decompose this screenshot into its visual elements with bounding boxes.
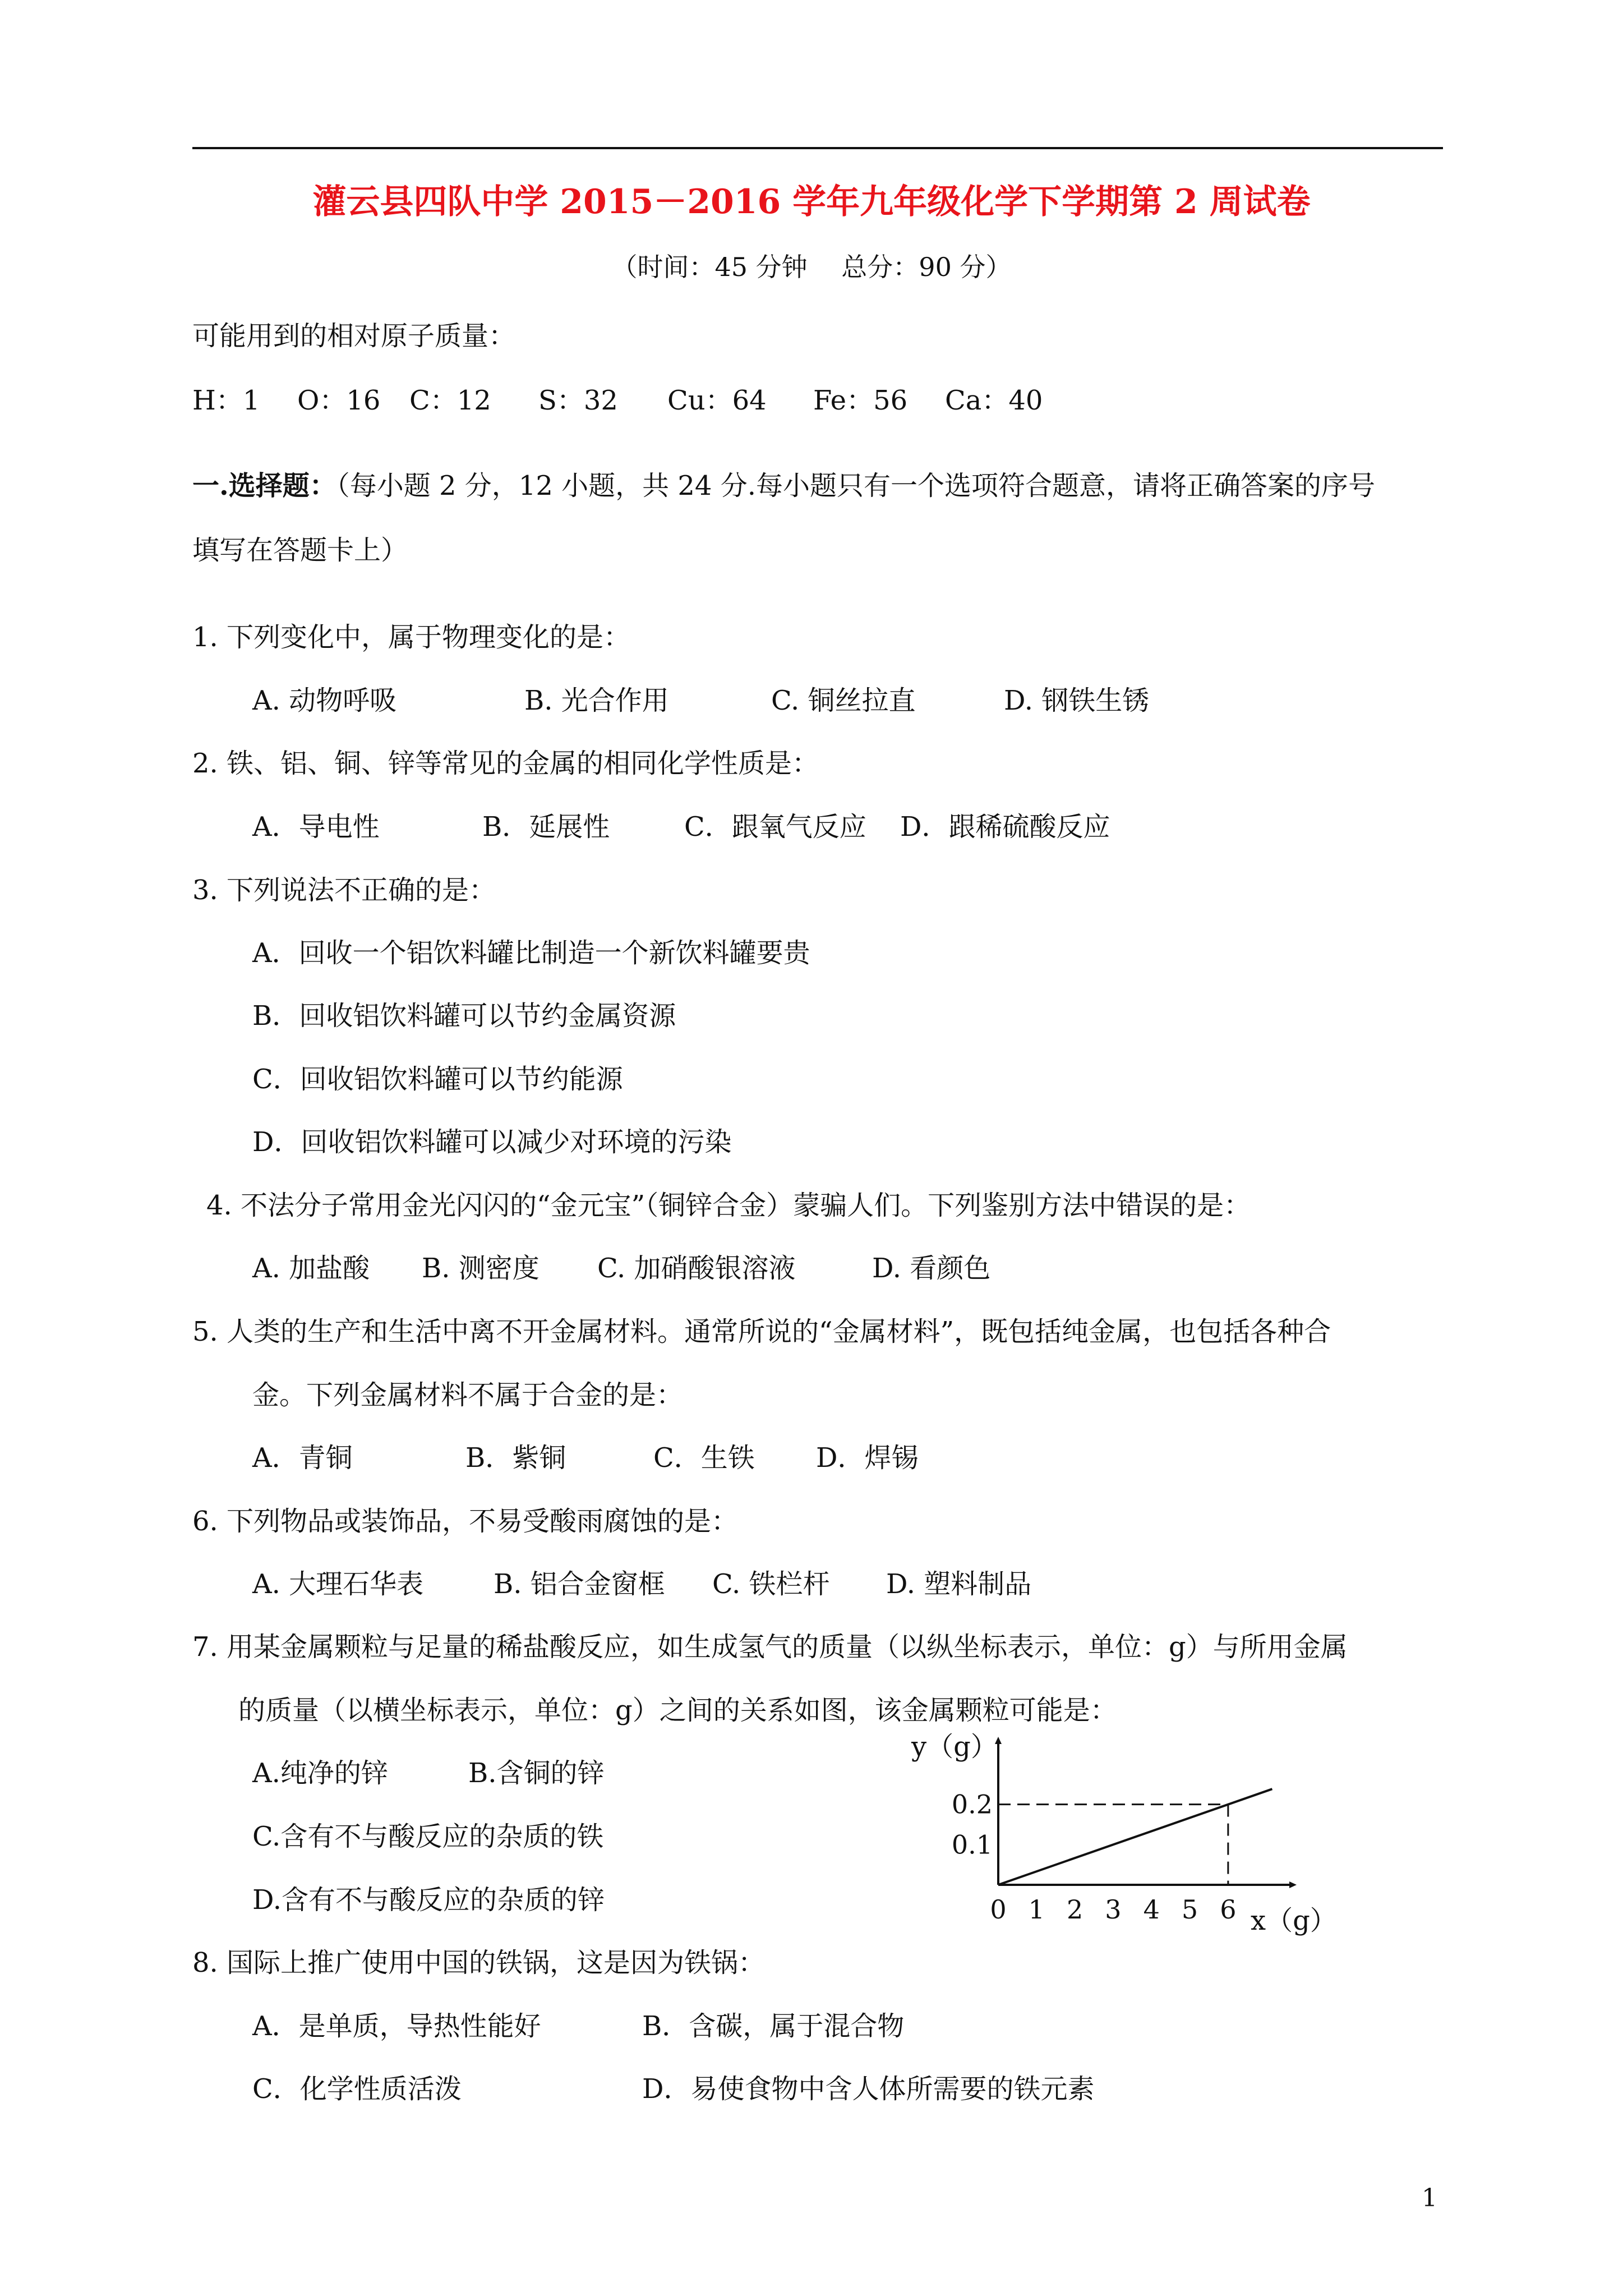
section-instructions-line1 (192, 464, 1375, 503)
question-7-option-d: D.含有不与酸反应的杂质的锌 (252, 1884, 605, 1916)
question-3-option-b: B．回收铝饮料罐可以节约金属资源 (252, 1000, 676, 1032)
question-5-stem: 5. 人类的生产和生活中离不开金属材料。通常所说的“金属材料”，既包括纯金属，也包括各种合 (192, 1316, 1331, 1347)
section-heading: 一.选择题： (192, 470, 336, 501)
question-5-stem-continued: 金。下列金属材料不属于合金的是： (252, 1379, 684, 1411)
question-5-option-a: A．青铜 (252, 1442, 353, 1474)
x-tick-label-1: 1 (1028, 1894, 1045, 1925)
question-3-stem: 3. 下列说法不正确的是： (192, 875, 496, 906)
question-3-option-c: C．回收铝饮料罐可以节约能源 (252, 1064, 623, 1095)
x-tick-label-0: 0 (990, 1894, 1007, 1925)
exam-title: 灌云县四队中学 2015－2016 学年九年级化学下学期第 2 周试卷 (312, 182, 1311, 222)
header-rule (192, 147, 1443, 149)
exam-subtitle: （时间：45 分钟 总分：90 分） (611, 252, 1012, 282)
x-tick-label-5: 5 (1181, 1894, 1198, 1925)
question-1-option-d: D. 钢铁生锈 (1004, 685, 1150, 716)
atomic-mass-c: C：12 (409, 385, 491, 416)
atomic-mass-s: S：32 (538, 385, 618, 416)
question-1-option-b: B. 光合作用 (524, 685, 669, 716)
question-8-option-b: B．含碳，属于混合物 (642, 2010, 905, 2042)
question-5-option-b: B．紫铜 (465, 1442, 566, 1474)
question-7-option-a: A.纯净的锌 (252, 1757, 388, 1789)
question-8-option-a: A．是单质，导热性能好 (252, 2010, 541, 2042)
question-5-option-c: C．生铁 (653, 1442, 755, 1474)
question-7-stem-continued: 的质量（以横坐标表示，单位：g）之间的关系如图，该金属颗粒可能是： (238, 1695, 1117, 1726)
question-4-option-c: C. 加硝酸银溶液 (597, 1253, 796, 1284)
question-3-option-a: A．回收一个铝饮料罐比制造一个新饮料罐要贵 (252, 937, 810, 969)
page-number: 1 (1422, 2184, 1437, 2212)
question-7-option-b: B.含铜的锌 (468, 1757, 605, 1789)
y-tick-label-0.1: 0.1 (951, 1829, 993, 1860)
section-instructions-text: （每小题 2 分，12 小题，共 24 分.每小题只有一个选项符合题意，请将正确答案的序号 (336, 470, 1375, 501)
question-1-option-a: A. 动物呼吸 (252, 685, 397, 716)
question-4-option-d: D. 看颜色 (872, 1253, 991, 1284)
question-8-stem: 8. 国际上推广使用中国的铁锅，这是因为铁锅： (192, 1947, 766, 1978)
y-axis-label: y（g） (911, 1731, 998, 1763)
question-8-option-d: D．易使食物中含人体所需要的铁元素 (642, 2073, 1095, 2105)
question-6-option-c: C. 铁栏杆 (712, 1568, 830, 1600)
atomic-mass-h: H：1 (192, 385, 260, 416)
question-3-option-d: D．回收铝饮料罐可以减少对环境的污染 (252, 1126, 732, 1158)
question-1-option-c: C. 铜丝拉直 (771, 685, 916, 716)
question-6-option-a: A. 大理石华表 (252, 1568, 424, 1600)
question-2-stem: 2. 铁、铝、铜、锌等常见的金属的相同化学性质是： (192, 748, 819, 779)
question-7-option-c: C.含有不与酸反应的杂质的铁 (252, 1821, 604, 1852)
question-7-graph (886, 1722, 1357, 1947)
question-4-option-b: B. 测密度 (422, 1253, 540, 1284)
section-instructions-line2: 填写在答题卡上） (192, 535, 408, 566)
question-5-option-d: D．焊锡 (816, 1442, 919, 1474)
question-2-option-a: A．导电性 (252, 811, 380, 843)
question-4-stem: 4. 不法分子常用金光闪闪的“金元宝”（铜锌合金）蒙骗人们。下列鉴别方法中错误的是： (206, 1190, 1251, 1221)
atomic-mass-fe: Fe：56 (813, 385, 908, 416)
question-2-option-b: B．延展性 (482, 811, 610, 843)
question-1-stem: 1. 下列变化中，属于物理变化的是： (192, 622, 631, 653)
x-tick-label-2: 2 (1066, 1894, 1083, 1925)
y-tick-label-0.2: 0.2 (951, 1789, 993, 1820)
x-tick-label-3: 3 (1105, 1894, 1122, 1925)
question-6-option-d: D. 塑料制品 (886, 1568, 1032, 1600)
question-7-stem: 7. 用某金属颗粒与足量的稀盐酸反应，如生成氢气的质量（以纵坐标表示，单位：g）与所用金属 (192, 1631, 1348, 1663)
x-axis-label: x（g） (1251, 1905, 1337, 1936)
atomic-mass-cu: Cu：64 (667, 385, 767, 416)
question-2-option-c: C．跟氧气反应 (684, 811, 866, 843)
question-8-option-c: C．化学性质活泼 (252, 2073, 462, 2105)
question-6-stem: 6. 下列物品或装饰品，不易受酸雨腐蚀的是： (192, 1506, 739, 1537)
atomic-mass-o: O：16 (297, 385, 381, 416)
question-6-option-b: B. 铝合金窗框 (494, 1568, 665, 1600)
question-4-option-a: A. 加盐酸 (252, 1253, 370, 1284)
series-line-0 (998, 1789, 1272, 1885)
x-tick-label-6: 6 (1220, 1894, 1237, 1925)
atomic-mass-ca: Ca：40 (945, 385, 1043, 416)
atomic-mass-label: 可能用到的相对原子质量： (192, 320, 516, 352)
x-tick-label-4: 4 (1143, 1894, 1160, 1925)
question-2-option-d: D．跟稀硫酸反应 (900, 811, 1110, 843)
